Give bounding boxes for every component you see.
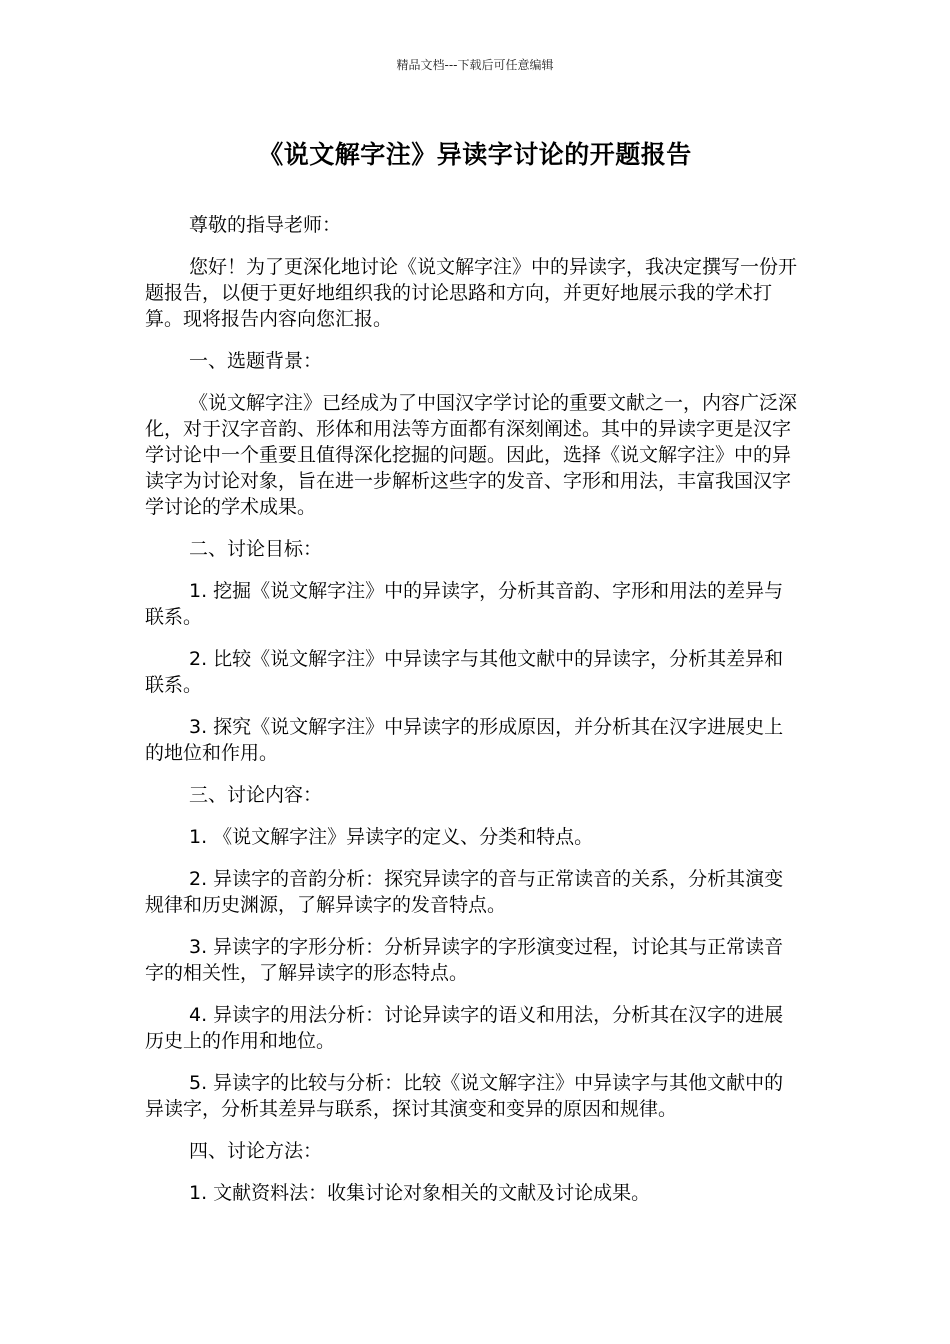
document-body <box>145 212 799 1222</box>
greeting: 尊敬的指导老师： <box>189 214 342 236</box>
goal-item-1: 1. 挖掘《说文解字注》中的异读字，分析其音韵、字形和用法的差异与联系。 <box>145 580 784 628</box>
goal-item-2: 2. 比较《说文解字注》中异读字与其他文献中的异读字，分析其差异和联系。 <box>145 648 784 696</box>
page-header: 精品文档---下载后可任意编辑 <box>396 58 554 72</box>
intro-paragraph: 您好！为了更深化地讨论《说文解字注》中的异读字，我决定撰写一份开题报告，以便于更好地组织我的讨论思路和方向，并更好地展示我的学术打算。现将报告内容向您汇报。 <box>145 256 798 330</box>
content-item-2: 2. 异读字的音韵分析：探究异读字的音与正常读音的关系，分析其演变规律和历史渊源，了解异读字的发音特点。 <box>145 868 784 916</box>
section-heading-content: 三、讨论内容： <box>189 784 323 806</box>
section-heading-methods: 四、讨论方法： <box>189 1140 323 1162</box>
content-item-1: 1. 《说文解字注》异读字的定义、分类和特点。 <box>189 826 594 848</box>
content-item-5: 5. 异读字的比较与分析：比较《说文解字注》中异读字与其他文献中的异读字，分析其差异与联系，探讨其演变和变异的原因和规律。 <box>145 1072 784 1120</box>
goal-item-3: 3. 探究《说文解字注》中异读字的形成原因，并分析其在汉字进展史上的地位和作用。 <box>145 716 784 764</box>
background-paragraph: 《说文解字注》已经成为了中国汉字学讨论的重要文献之一，内容广泛深化，对于汉字音韵、形体和用法等方面都有深刻阐述。其中的异读字更是汉字学讨论中一个重要且值得深化挖掘的问题。因此，选择《说文解字注》中的异读字为讨论对象，旨在进一步解析这些字的发音、字形和用法，丰富我国汉字学讨论的学术成果。 <box>145 392 798 518</box>
content-item-3: 3. 异读字的字形分析：分析异读字的字形演变过程，讨论其与正常读音字的相关性，了解异读字的形态特点。 <box>145 936 784 984</box>
section-heading-goals: 二、讨论目标： <box>189 538 323 560</box>
document-title: 《说文解字注》异读字讨论的开题报告 <box>258 140 692 169</box>
content-item-4: 4. 异读字的用法分析：讨论异读字的语义和用法，分析其在汉字的进展历史上的作用和地位。 <box>145 1004 784 1052</box>
method-item-1: 1. 文献资料法：收集讨论对象相关的文献及讨论成果。 <box>189 1182 651 1204</box>
section-heading-background: 一、选题背景： <box>189 350 323 372</box>
